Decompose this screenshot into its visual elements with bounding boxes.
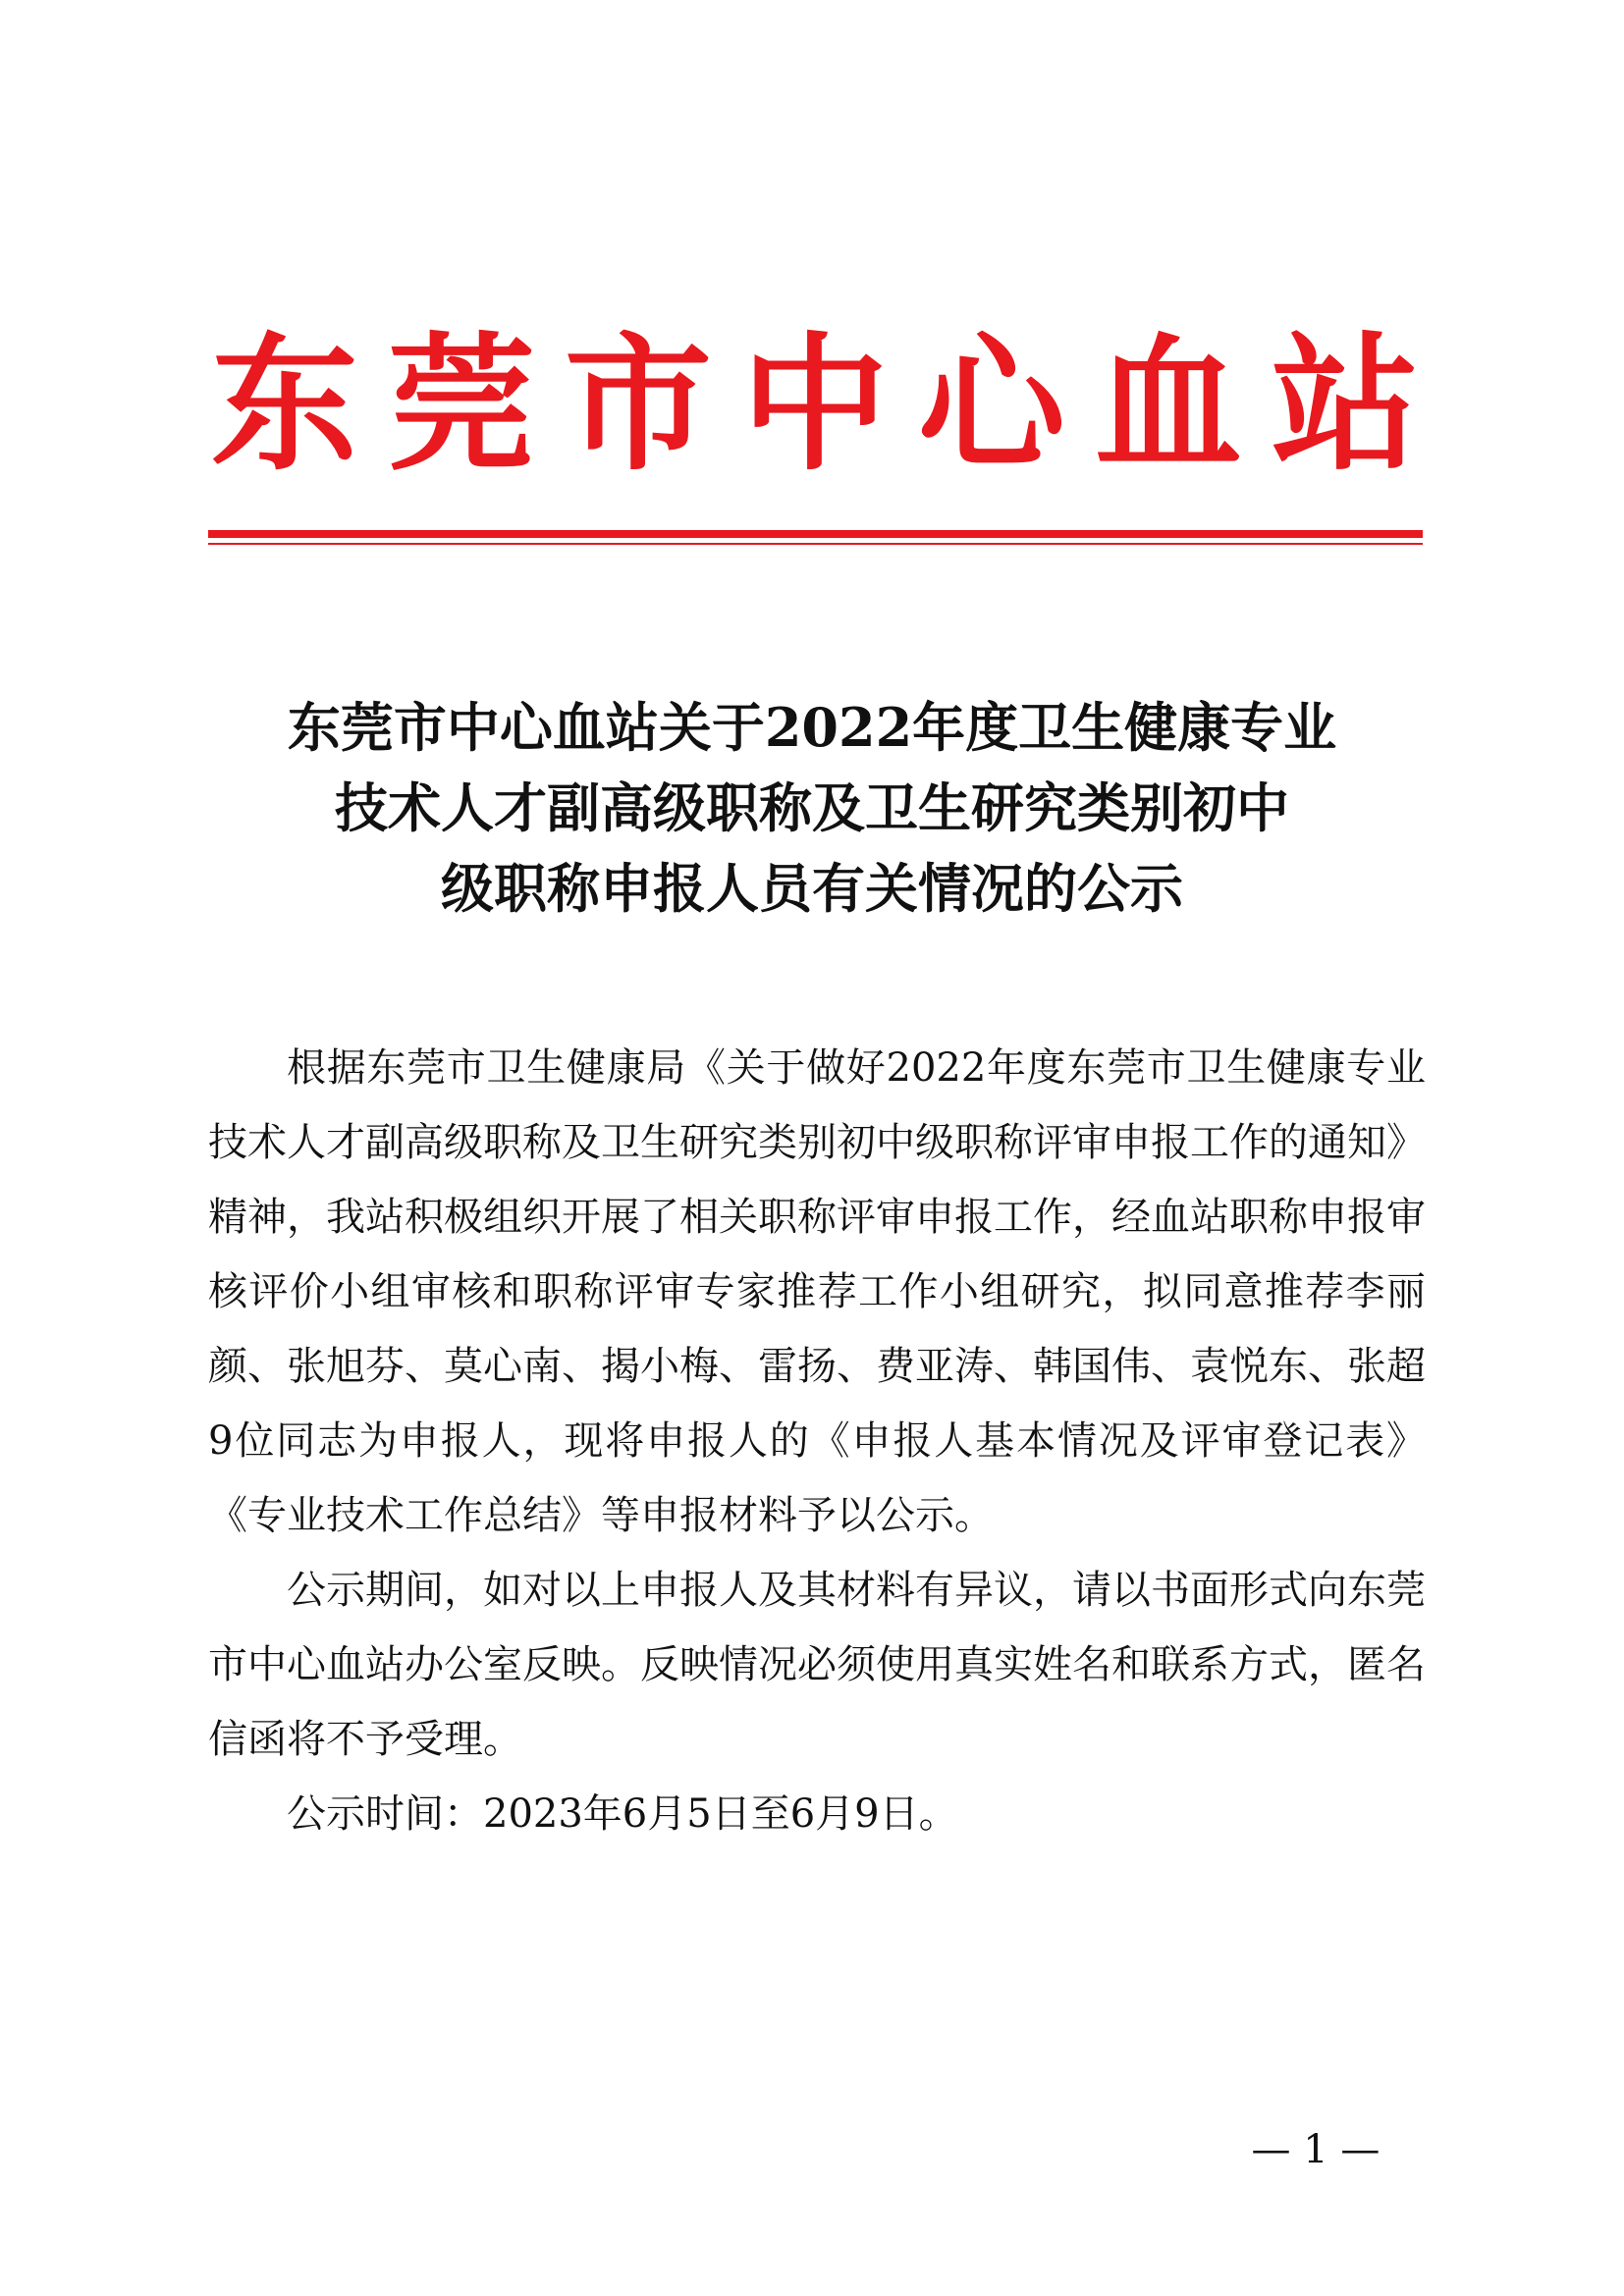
document-body [208,1031,1426,1851]
document-title [196,687,1428,929]
body-paragraph-period: 公示时间：2023年6月5日至6月9日。 [287,1791,958,1837]
page-number: — 1 — [1251,2127,1380,2172]
document-title-line-2: 技术人才副高级职称及卫生研究类别初中 [335,776,1289,839]
document-title-line-3: 级职称申报人员有关情况的公示 [441,857,1183,920]
masthead-org-name: 东莞市中心血站 [211,320,1419,491]
document-title-line-1: 东莞市中心血站关于2022年度卫生健康专业 [287,696,1337,759]
body-paragraph-basis: 根据东莞市卫生健康局《关于做好2022年度东莞市卫生健康专业技术人才副高级职称及卫生研究类别初中级职称评审申报工作的通知》精神，我站积极组织开展了相关职称评审申报工作，经血站职称申报审核评价小组审核和职称评审专家推荐工作小组研究，拟同意推荐李丽颜、张旭芬、莫心南、揭小梅、雷扬、费亚涛、韩国伟、袁悦东、张超9位同志为申报人，现将申报人的《申报人基本情况及评审登记表》《专业技术工作总结》等申报材料予以公示。 [208,1045,1426,1538]
body-paragraph-objection: 公示期间，如对以上申报人及其材料有异议，请以书面形式向东莞市中心血站办公室反映。反映情况必须使用真实姓名和联系方式，匿名信函将不予受理。 [208,1568,1426,1762]
masthead-divider-thick [208,530,1423,538]
masthead-divider-thin [208,543,1423,545]
